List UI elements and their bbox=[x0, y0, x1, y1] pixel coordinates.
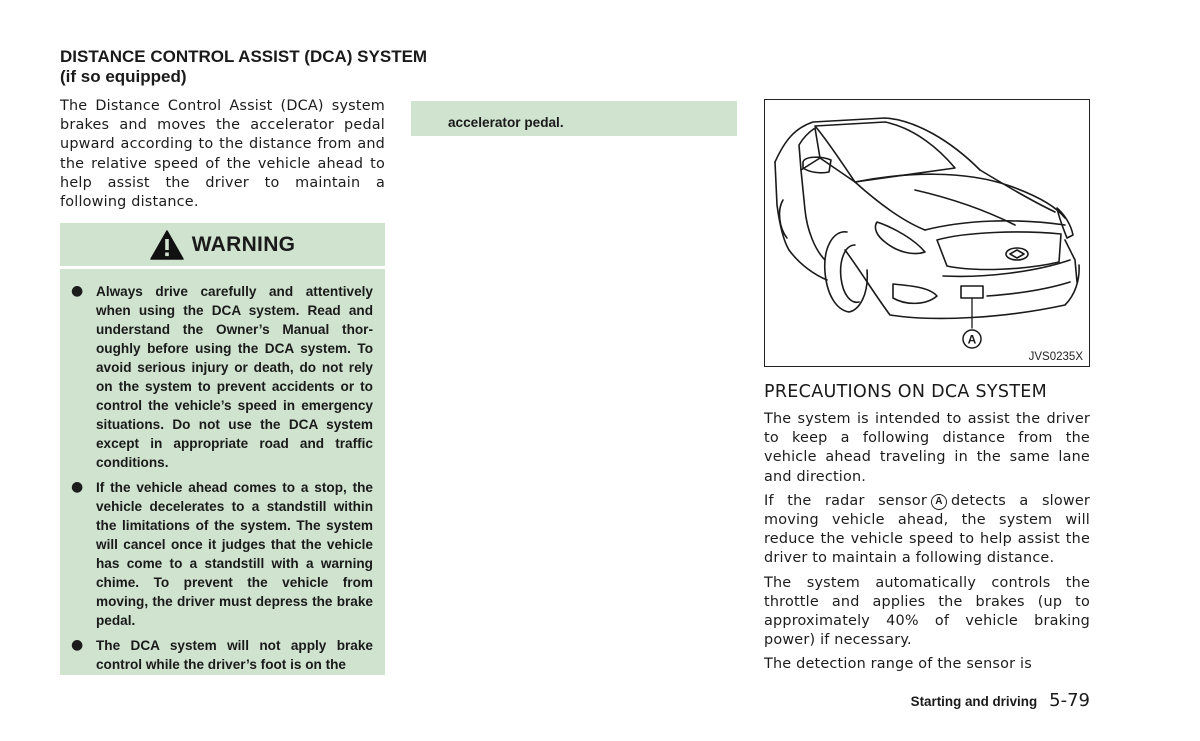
warning-item bbox=[70, 478, 373, 630]
section-title bbox=[60, 47, 428, 87]
warning-header bbox=[60, 223, 385, 266]
warning-item bbox=[70, 636, 373, 674]
footer-section-name: Starting and driving bbox=[910, 694, 1038, 709]
warning-heading: WARNING bbox=[191, 232, 296, 256]
warning-item-text: The DCA system will not apply brake control while the driver’s foot is on the bbox=[96, 638, 373, 672]
precautions-paragraph-2 bbox=[764, 492, 1090, 569]
p2-after: detects a slower moving vehicle ahead, the system will reduce the vehicle speed to help assist the driver to maintain a following distance. bbox=[764, 492, 1090, 567]
precautions-paragraph-4: The detection range of the sensor is bbox=[764, 656, 1032, 673]
intro-paragraph: The Distance Control Assist (DCA) system brakes and moves the accelerator pedal upward according to the distance from and the relative speed of the vehicle ahead to help assist the driver to maintain a following distance. bbox=[60, 98, 385, 211]
precautions-paragraph-1: The system is intended to assist the driver to keep a following distance from the vehicle ahead traveling in the same lane and direction. bbox=[764, 411, 1090, 485]
figure-code: JVS0235X bbox=[1028, 351, 1083, 363]
car-figure bbox=[764, 99, 1090, 367]
page-number: 5-79 bbox=[1049, 690, 1090, 711]
bullet-icon: ● bbox=[71, 283, 84, 299]
warning-item-text: If the vehicle ahead comes to a stop, the vehicle decelerates to a standstill within the limitations of the system. The system will cancel once it judges that the vehicle has come to a standstill with a warning chime. To prevent the vehicle from moving, the driver must depress the brake pedal. bbox=[96, 480, 373, 628]
page-footer bbox=[880, 690, 1090, 711]
precautions-text bbox=[764, 410, 1090, 680]
radar-sensor-marker: A bbox=[931, 494, 947, 510]
section-title-line1: DISTANCE CONTROL ASSIST (DCA) SYSTEM bbox=[60, 47, 428, 66]
bullet-icon: ● bbox=[71, 637, 84, 653]
p2-before: If the radar sensor bbox=[764, 492, 927, 509]
car-illustration bbox=[765, 100, 1089, 366]
precautions-paragraph-3: The system automatically controls the throttle and applies the brakes (up to approximately 40% of vehicle braking power) if necessary. bbox=[764, 574, 1090, 649]
warning-triangle-icon bbox=[150, 230, 184, 260]
precautions-title: PRECAUTIONS ON DCA SYSTEM bbox=[764, 382, 1048, 402]
warning-item bbox=[70, 282, 373, 472]
bullet-icon: ● bbox=[71, 479, 84, 495]
section-title-line2: (if so equipped) bbox=[60, 67, 187, 86]
warning-item-text: Always drive carefully and attentively when using the DCA system. Read and understand the Owner’s Manual thoroughly before using the DCA system. To avoid serious injury or death, do not rely on the system to prevent accidents or to control the vehicle’s speed in emergency situations. Do not use the DCA system except in appropriate road and traffic conditions. bbox=[96, 284, 373, 470]
warning-body bbox=[60, 269, 385, 675]
figure-callout-label: A bbox=[967, 332, 977, 347]
warning-continuation: accelerator pedal. bbox=[411, 101, 737, 136]
